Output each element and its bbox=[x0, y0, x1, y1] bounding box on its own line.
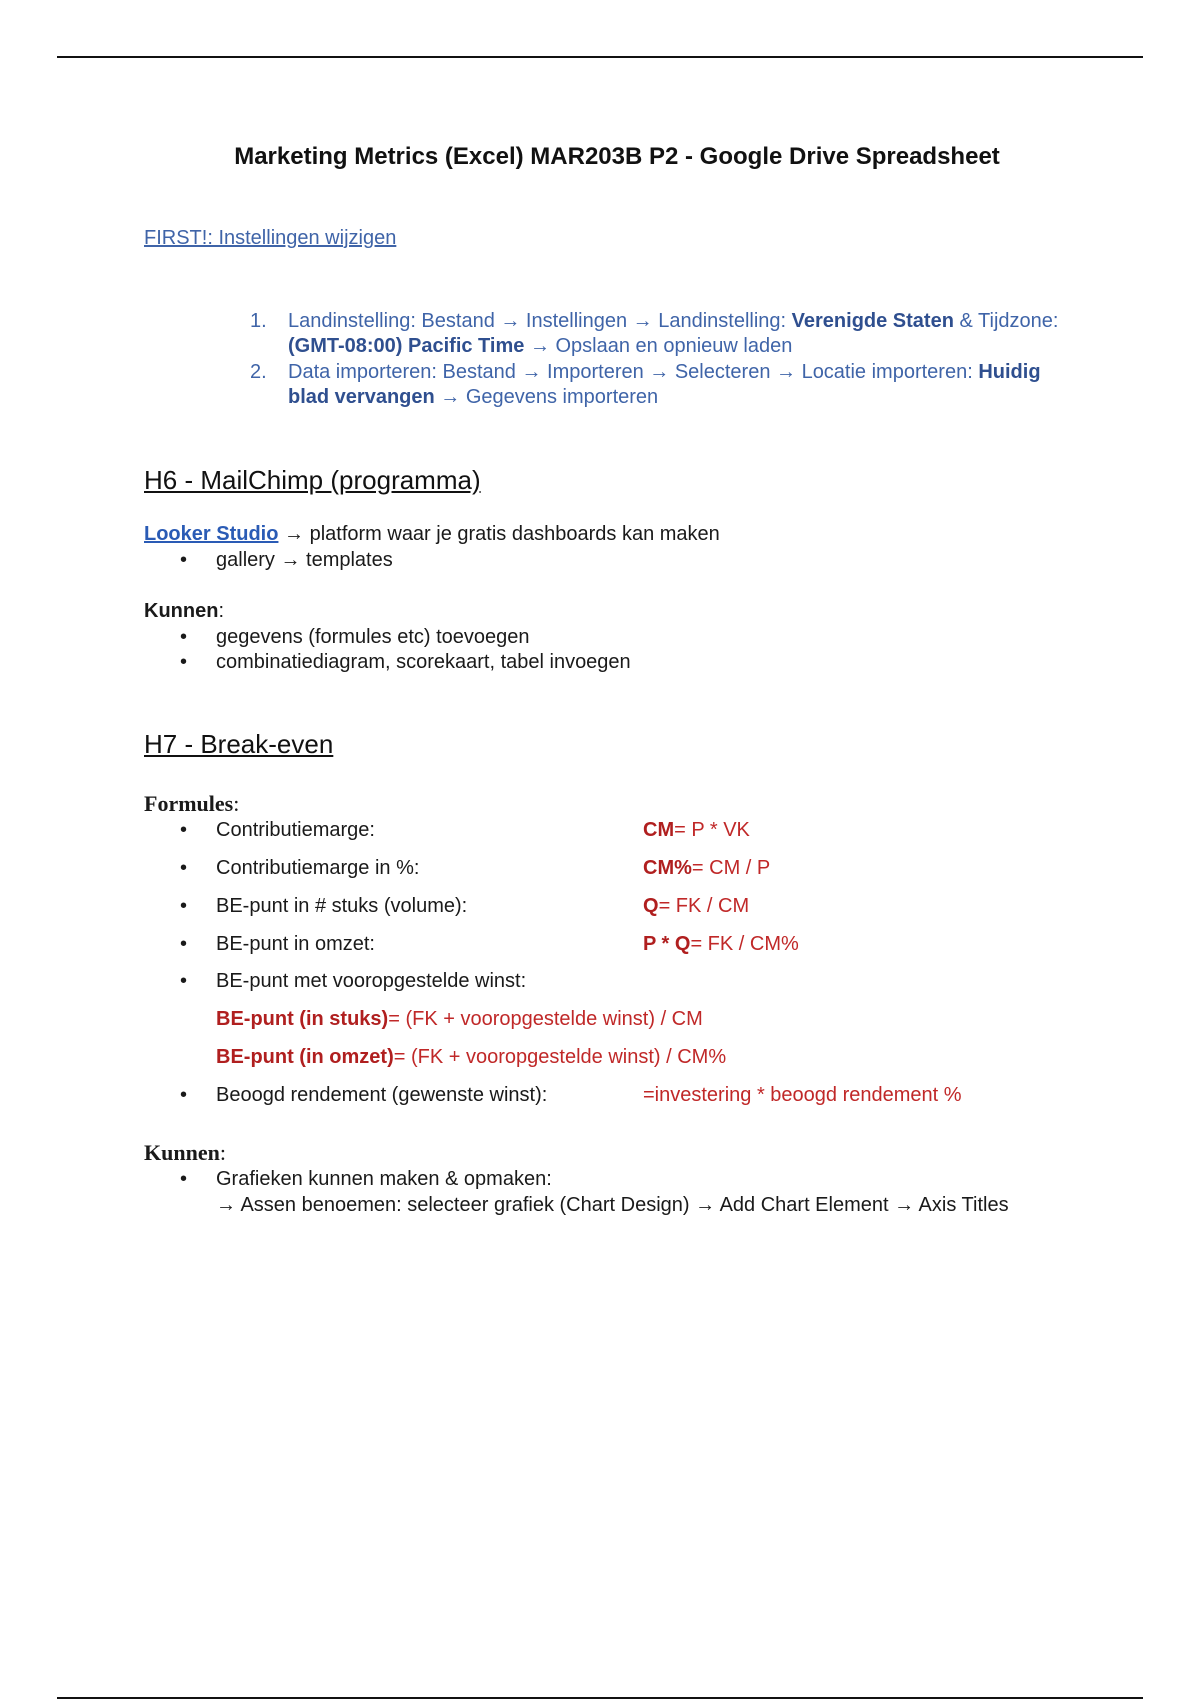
bullet-icon: • bbox=[180, 626, 188, 648]
bullet-icon: • bbox=[180, 549, 188, 571]
h7-heading: H7 - Break-even bbox=[144, 729, 334, 759]
step-number: 2. bbox=[250, 361, 267, 383]
step-text: Data importeren: Bestand → Importeren → Selecteren → Locatie importeren: bbox=[288, 361, 979, 383]
list-item-text: combinatiediagram, scorekaart, tabel invoegen bbox=[216, 651, 631, 673]
first-settings-link[interactable]: FIRST!: Instellingen wijzigen bbox=[144, 227, 397, 249]
formules-label: Formules: bbox=[144, 791, 240, 816]
formula-symbol: CM bbox=[643, 819, 675, 841]
formula-label: Beoogd rendement (gewenste winst): bbox=[216, 1084, 548, 1106]
formula-label: BE-punt in # stuks (volume): bbox=[216, 895, 468, 917]
formula-expression: = (FK + vooropgestelde winst) / CM% bbox=[393, 1046, 727, 1068]
kunnen-label: Kunnen bbox=[144, 600, 219, 622]
step-bold: (GMT-08:00) Pacific Time bbox=[288, 335, 525, 357]
formula-expression: = FK / CM% bbox=[690, 933, 799, 955]
list-item-text: gegevens (formules etc) toevoegen bbox=[216, 626, 530, 648]
step-number: 1. bbox=[250, 310, 267, 332]
bullet-icon: • bbox=[180, 933, 188, 955]
step-item-2 bbox=[250, 360, 1070, 410]
h6-kunnen-label: Kunnen: bbox=[144, 600, 224, 622]
step-text: → Gegevens importeren bbox=[434, 386, 659, 408]
formula-value bbox=[643, 895, 749, 918]
formula-expression: = (FK + vooropgestelde winst) / CM bbox=[388, 1008, 703, 1030]
axis-titles-instruction: → Assen benoemen: selecteer grafiek (Chart Design) → Add Chart Element → Axis Titles bbox=[216, 1194, 1009, 1216]
bullet-icon: • bbox=[180, 857, 188, 879]
formula-symbol: Q bbox=[643, 895, 659, 917]
step-bold: Verenigde Staten bbox=[791, 310, 954, 332]
h7-kunnen-label: Kunnen: bbox=[144, 1140, 226, 1165]
bullet-icon: • bbox=[180, 1084, 188, 1106]
formula-value bbox=[643, 933, 799, 956]
step-bold: Huidig blad vervangen bbox=[288, 361, 1041, 408]
kunnen-label: Kunnen bbox=[144, 1140, 220, 1165]
list-item-text: gallery → templates bbox=[216, 549, 393, 571]
formula-label: Contributiemarge: bbox=[216, 819, 375, 841]
rendement-formula: =investering * beoogd rendement % bbox=[643, 1084, 962, 1106]
formula-expression: = FK / CM bbox=[658, 895, 750, 917]
be-stuks-formula bbox=[216, 1008, 703, 1031]
bullet-icon: • bbox=[180, 970, 188, 992]
looker-description: → platform waar je gratis dashboards kan maken bbox=[278, 523, 720, 545]
step-text: → Opslaan en opnieuw laden bbox=[524, 335, 793, 357]
formula-symbol: CM% bbox=[643, 857, 692, 879]
formula-label: BE-punt in omzet: bbox=[216, 933, 375, 955]
step-item-1 bbox=[250, 309, 1070, 359]
h6-heading: H6 - MailChimp (programma) bbox=[144, 465, 481, 495]
formula-symbol: BE-punt (in omzet) bbox=[216, 1046, 394, 1068]
step-text: Landinstelling: Bestand → Instellingen → Landinstelling: bbox=[288, 310, 792, 332]
bullet-icon: • bbox=[180, 895, 188, 917]
formula-expression: = CM / P bbox=[691, 857, 771, 879]
bottom-rule bbox=[57, 1697, 1143, 1699]
formules-label-text: Formules bbox=[144, 791, 234, 816]
bullet-icon: • bbox=[180, 819, 188, 841]
be-omzet-formula bbox=[216, 1046, 726, 1069]
formula-symbol: BE-punt (in stuks) bbox=[216, 1008, 389, 1030]
looker-line bbox=[144, 523, 720, 546]
top-rule bbox=[57, 56, 1143, 58]
formula-value bbox=[643, 819, 750, 842]
formula-label: BE-punt met vooropgestelde winst: bbox=[216, 970, 527, 992]
list-item-text: Grafieken kunnen maken & opmaken: bbox=[216, 1168, 552, 1190]
formula-label: Contributiemarge in %: bbox=[216, 857, 420, 879]
step-text: & Tijdzone: bbox=[953, 310, 1059, 332]
settings-steps-list bbox=[250, 309, 1070, 411]
document-title: Marketing Metrics (Excel) MAR203B P2 - Google Drive Spreadsheet bbox=[234, 143, 1000, 170]
formula-expression: = P * VK bbox=[674, 819, 750, 841]
looker-studio-link[interactable]: Looker Studio bbox=[144, 523, 279, 545]
bullet-icon: • bbox=[180, 1168, 188, 1190]
formula-value bbox=[643, 857, 770, 880]
formula-symbol: P * Q bbox=[643, 933, 691, 955]
bullet-icon: • bbox=[180, 651, 188, 673]
